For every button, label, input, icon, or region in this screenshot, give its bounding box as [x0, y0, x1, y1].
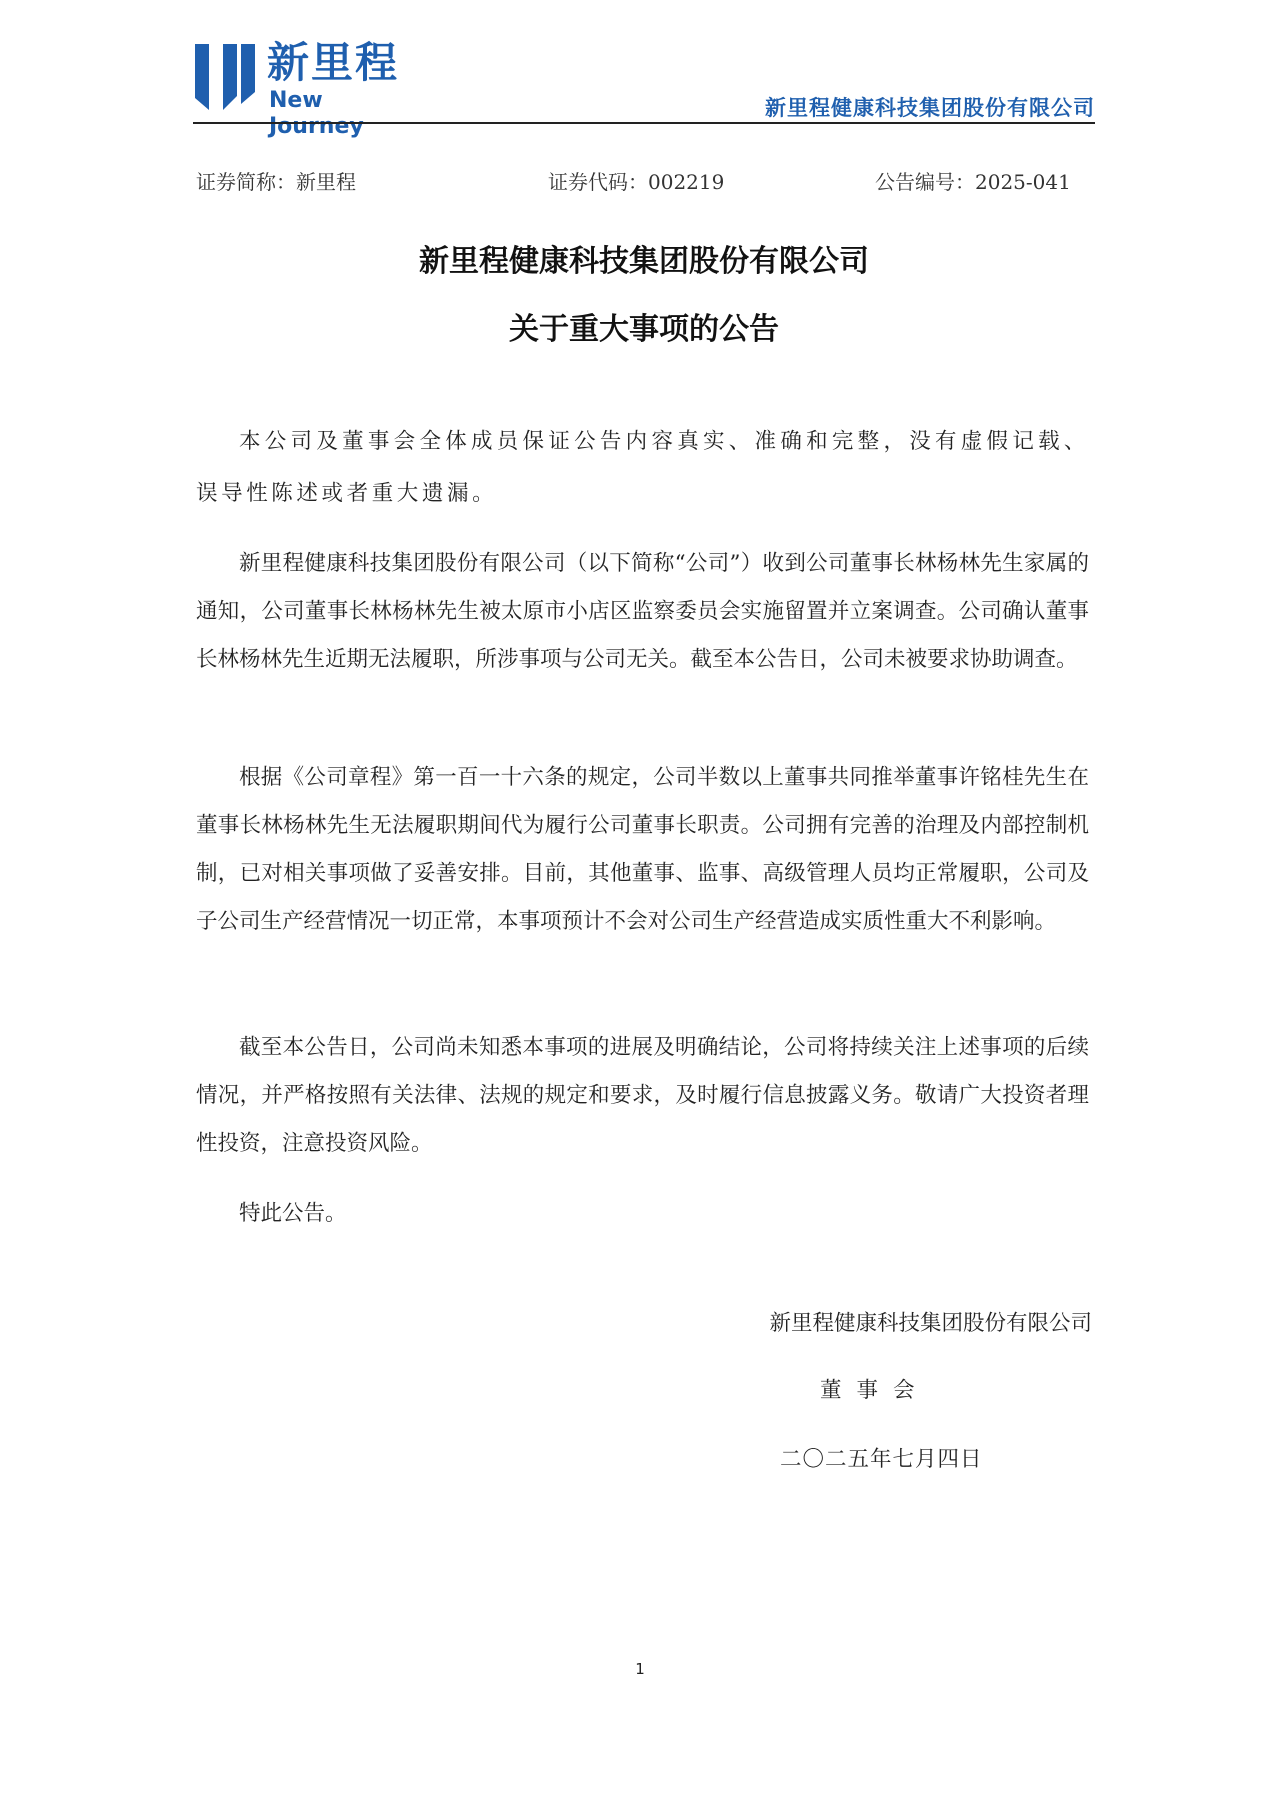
document-title-subject: 关于重大事项的公告: [509, 312, 779, 347]
body-paragraph: 新里程健康科技集团股份有限公司（以下简称“公司”）收到公司董事长林杨林先生家属的通知，公司董事长林杨林先生被太原市小店区监察委员会实施留置并立案调查。公司确认董事长林杨林先生近期无法履职，所涉事项与公司无关。截至本公告日，公司未被要求协助调查。: [196, 550, 1089, 672]
company-logo: [193, 38, 423, 139]
signature-date: 二〇二五年七月四日: [780, 1447, 983, 1472]
security-code: 证券代码：002219: [548, 170, 725, 194]
page-number: 1: [635, 1660, 645, 1678]
signature-company: 新里程健康科技集团股份有限公司: [769, 1311, 1092, 1336]
notice-number: 公告编号：2025-041: [875, 170, 1071, 194]
body-paragraph: 根据《公司章程》第一百一十六条的规定，公司半数以上董事共同推举董事许铭桂先生在董事长林杨林先生无法履职期间代为履行公司董事长职责。公司拥有完善的治理及内部控制机制，已对相关事项做了妥善安排。目前，其他董事、监事、高级管理人员均正常履职，公司及子公司生产经营情况一切正常，本事项预计不会对公司生产经营造成实质性重大不利影响。: [196, 764, 1089, 934]
header-divider: [193, 122, 1095, 124]
header-company-name: 新里程健康科技集团股份有限公司: [765, 96, 1095, 120]
logo-text-cn: 新里程: [267, 38, 400, 87]
board-statement: 本公司及董事会全体成员保证公告内容真实、准确和完整，没有虚假记载、误导性陈述或者重大遗漏。: [196, 428, 1089, 506]
body-paragraph: 截至本公告日，公司尚未知悉本事项的进展及明确结论，公司将持续关注上述事项的后续情况，并严格按照有关法律、法规的规定和要求，及时履行信息披露义务。敬请广大投资者理性投资，注意投资风险。: [196, 1034, 1089, 1156]
document-title-company: 新里程健康科技集团股份有限公司: [419, 244, 869, 279]
security-short-name: 证券简称：新里程: [196, 170, 356, 194]
closing-remark: 特此公告。: [239, 1200, 347, 1226]
new-journey-logo-icon: [193, 40, 257, 118]
signature-board: 董事会: [820, 1378, 930, 1403]
logo-text-en: New Journey: [269, 88, 364, 139]
